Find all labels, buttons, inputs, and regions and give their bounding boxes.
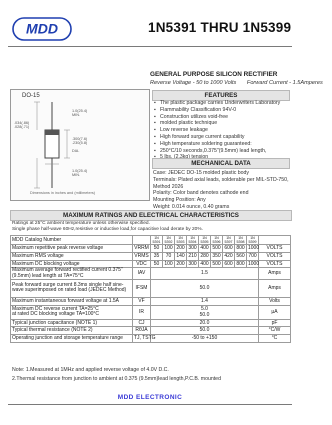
package-label: DO-15	[22, 93, 40, 99]
mechanical-line: Case: JEDEC DO-15 molded plastic body	[153, 170, 250, 176]
svg-text:.028(.71): .028(.71)	[14, 125, 30, 129]
symbol-cell: VRMS	[134, 252, 149, 259]
ratings-note-1: Ratings at 25°C ambient temperature unless otherwise specified.	[12, 221, 150, 226]
note-2: 2.Thermal resistance from junction to ambient at 0.375 (9.5mm)lead length,P.C.B. mounted	[12, 376, 221, 382]
part-number-cell: 1N 5393	[176, 236, 185, 244]
feature-item: ▪ Low reverse leakage	[153, 127, 293, 134]
svg-text:.230(5.8): .230(5.8)	[72, 141, 88, 145]
table-row	[11, 297, 291, 305]
value-cell: 800	[236, 260, 245, 267]
value-cell: 400	[200, 245, 209, 252]
symbol-cell: VRRM	[134, 245, 149, 252]
company-logo	[12, 17, 72, 41]
table-row	[11, 305, 291, 319]
features-list	[153, 100, 293, 161]
svg-text:MIN.: MIN.	[72, 113, 81, 117]
dimensions-note: Dimensions in inches and (millimeters)	[30, 191, 95, 195]
value-cell: 50	[151, 245, 163, 253]
product-subtitle: GENERAL PURPOSE SILICON RECTIFIER	[150, 71, 278, 78]
part-number-cell: 1N 5392	[164, 236, 173, 244]
mechanical-line: Mounting Position: Any	[153, 197, 206, 204]
symbol-cell: IAV	[133, 268, 151, 280]
voltage-current-ratings	[150, 80, 332, 86]
symbol-cell	[133, 236, 151, 245]
unit-cell: VOLTS	[259, 245, 291, 253]
part-number-cell: 1N 5399	[248, 236, 257, 244]
feature-item: ▪ High temperature soldering guaranteed:	[153, 141, 293, 148]
feature-item: ▪ Construction utilizes void-free	[153, 114, 293, 121]
value-cell: 300	[188, 245, 197, 252]
value-cell: 100	[164, 260, 173, 267]
mechanical-data-list	[153, 170, 295, 211]
part-number-cell: 1N 5396	[212, 236, 221, 244]
table-row	[11, 327, 291, 335]
logo-text: MDD	[26, 20, 58, 37]
part-number-cell: 1N 5394	[188, 236, 197, 244]
value-cell: 20.0	[151, 319, 259, 327]
table-row	[11, 236, 291, 245]
feature-item: ▪ molded plastic technique	[153, 120, 293, 127]
unit-cell: µA	[259, 305, 291, 319]
footer-company: MDD ELECTRONIC	[117, 394, 183, 401]
ratings-table	[10, 235, 291, 343]
value-cell: 50.0	[151, 327, 259, 335]
value-cell: 400	[200, 260, 209, 267]
param-cell: Operating junction and storage temperature range	[11, 335, 133, 343]
svg-text:1.0(25.4): 1.0(25.4)	[72, 169, 88, 173]
value-cell: 1.4	[151, 297, 259, 305]
part-number-cell: 1N 5398	[236, 236, 245, 244]
param-cell: MDD Catalog Number	[11, 236, 133, 245]
value-cell: 420	[224, 252, 233, 259]
features-heading: FEATURES	[152, 90, 290, 101]
svg-text:1.0(25.4): 1.0(25.4)	[72, 109, 88, 113]
param-cell: Typical thermal resistance (NOTE 2)	[11, 327, 133, 335]
unit-cell: Amps	[259, 279, 291, 297]
table-row	[11, 252, 291, 260]
feature-item: ▪ Flammability Classification 94V-0	[153, 107, 293, 114]
unit-cell: Amps	[259, 268, 291, 280]
ratings-note-2: Single phase half-wave 60Hz,resistive or inductive load,for capacitive load derate by 20%.	[12, 227, 203, 232]
mechanical-line: Terminals: Plated axial leads, solderable per MIL-STD-750,	[153, 176, 289, 183]
value-cell: 700	[248, 252, 257, 259]
value-cell: 600	[224, 260, 233, 267]
value-cell: 50	[151, 260, 163, 268]
svg-text:MIN.: MIN.	[72, 173, 81, 177]
unit-cell: VOLTS	[259, 260, 291, 268]
svg-text:.034(.86): .034(.86)	[14, 121, 30, 125]
value-cell: 100	[164, 245, 173, 252]
value-cell: 70	[163, 252, 175, 260]
value-cell: 300	[188, 260, 197, 267]
symbol-cell: IR	[133, 305, 151, 319]
mechanical-line: Method 2026	[153, 183, 184, 190]
symbol-cell: CJ	[133, 319, 151, 327]
mechanical-line: Polarity: Color band denotes cathode end	[153, 190, 249, 197]
table-row	[11, 319, 291, 327]
note-1: Note: 1.Measured at 1MHz and applied reverse voltage of 4.0V D.C.	[12, 367, 169, 373]
value-cell: 800	[236, 245, 245, 252]
value-cell: 500	[212, 260, 221, 267]
param-cell: Maximum DC reverse current TA=25°C at rated DC blocking voltage TA=100°C	[11, 305, 133, 319]
param-cell: Maximum average forward rectified current 0.375"(9.5mm) lead length at TA=75°C	[11, 268, 133, 280]
value-cell: 500	[212, 245, 221, 252]
part-number-cell: 1N 5391	[152, 236, 161, 244]
value-cell: 35	[151, 252, 163, 260]
value-cell: 350	[212, 252, 221, 259]
package-outline-drawing	[12, 100, 146, 192]
value-cell: 600	[224, 245, 233, 252]
forward-current: Forward Current - 1.5Amperes	[246, 80, 323, 86]
param-cell: Maximum DC blocking voltage	[11, 260, 133, 268]
symbol-cell: VDC	[133, 260, 151, 268]
param-cell: Maximum repetitive peak reverse voltage	[11, 245, 133, 253]
table-row	[11, 245, 291, 253]
ratings-heading: MAXIMUM RATINGS AND ELECTRICAL CHARACTERISTICS	[10, 210, 292, 221]
value-cell: 1000	[248, 245, 260, 252]
value-cell: 5.0 50.0	[151, 305, 259, 319]
table-row	[11, 279, 291, 297]
unit-cell	[259, 236, 291, 245]
unit-cell: pF	[259, 319, 291, 327]
param-cell: Maximum RMS voltage	[11, 252, 133, 260]
value-cell: 210	[188, 252, 197, 259]
param-cell: Typical junction capacitance (NOTE 1)	[11, 319, 133, 327]
unit-cell: VOLTS	[259, 252, 291, 260]
value-cell: 200	[176, 245, 185, 252]
svg-text:DIA.: DIA.	[72, 149, 80, 153]
mechanical-line: Weight: 0.014 ounce, 0.40 grams	[153, 203, 230, 210]
value-cell: 560	[236, 252, 245, 259]
param-cell: Maximum instantaneous forward voltage at 1.5A	[11, 297, 133, 305]
value-cell: 1.5	[151, 268, 259, 280]
table-row	[11, 268, 291, 280]
mechanical-heading: MECHANICAL DATA	[152, 158, 290, 169]
param-cell: Peak forward surge current 8.3ms single half sine-wave superimposed on rated load (JEDEC Method)	[11, 279, 133, 297]
symbol-cell: RθJA	[133, 327, 151, 335]
symbol-cell: IFSM	[133, 279, 151, 297]
feature-item: ▪ High forward surge current capability	[153, 134, 293, 141]
symbol-cell: VF	[133, 297, 151, 305]
value-cell: 1000	[248, 260, 260, 267]
value-cell: -50 to +150	[151, 335, 259, 343]
part-number-cell: 1N 5397	[224, 236, 233, 244]
svg-text:.300(7.6): .300(7.6)	[72, 137, 88, 141]
footer-divider	[8, 404, 292, 405]
top-divider	[8, 46, 292, 47]
unit-cell: Volts	[259, 297, 291, 305]
unit-cell: °C	[259, 335, 291, 343]
value-cell: 140	[176, 252, 185, 259]
table-row	[11, 335, 291, 343]
value-cell: 50.0	[151, 279, 259, 297]
reverse-voltage: Reverse Voltage - 50 to 1000 Volts	[150, 80, 237, 86]
feature-item: ▪ The plastic package carries Underwriters Laboratory	[153, 100, 293, 107]
page-title: 1N5391 THRU 1N5399	[148, 20, 292, 35]
notes-section	[12, 366, 221, 384]
part-number-cell: 1N 5395	[200, 236, 209, 244]
value-cell: 280	[200, 252, 209, 259]
value-cell: 200	[176, 260, 185, 267]
unit-cell: °C/W	[259, 327, 291, 335]
symbol-cell: TJ, TSTG	[134, 335, 156, 342]
feature-item: ▪ 250°C/10 seconds,0.375"(9.5mm) lead length,	[153, 148, 293, 155]
